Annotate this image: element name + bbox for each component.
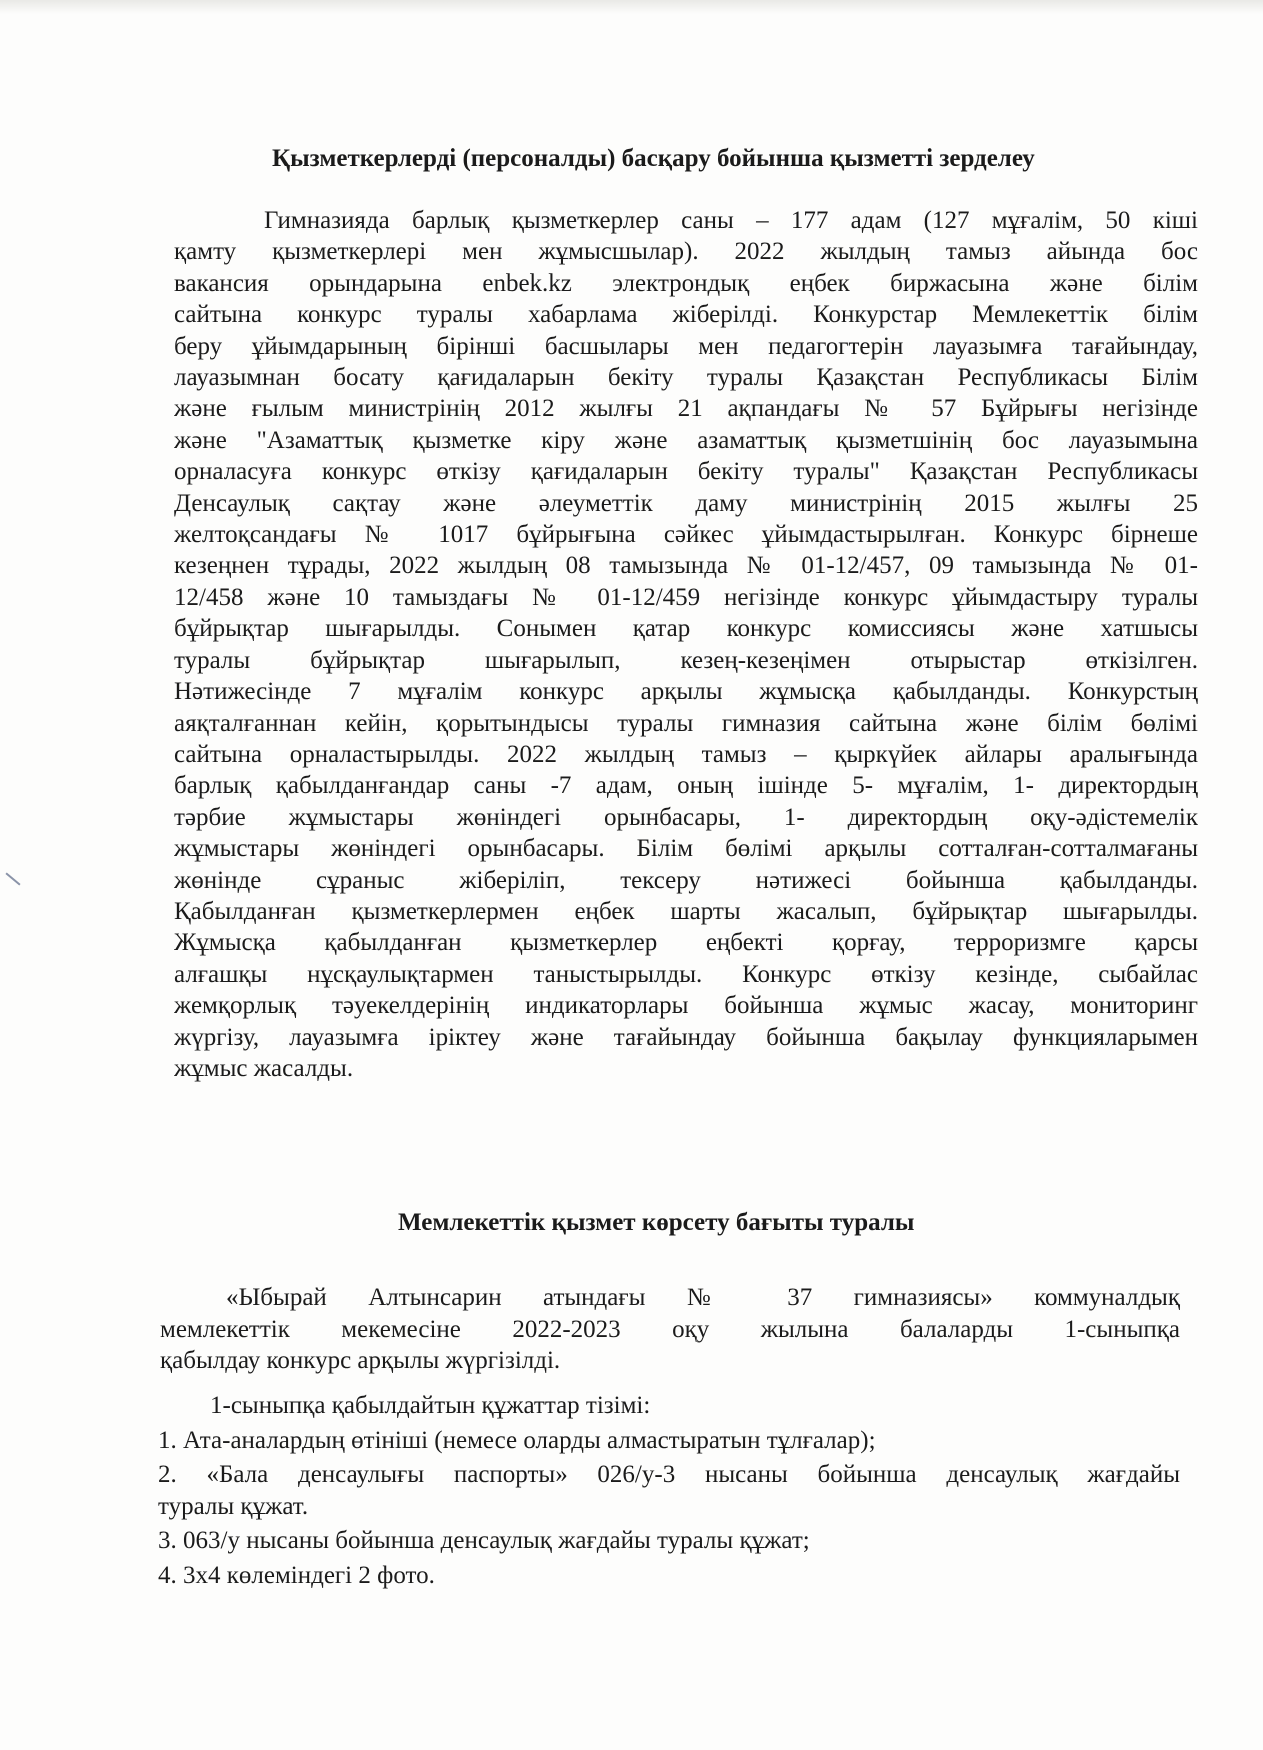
paragraph-line: вакансия орындарына enbek.kz электрондық еңбек биржасына және білім — [174, 269, 1198, 297]
paragraph-line: қабылдау конкурс арқылы жүргізілді. — [160, 1347, 561, 1374]
paragraph-line: Жұмысқа қабылданған қызметкерлер еңбекті қорғау, терроризмге қарсы — [174, 929, 1198, 957]
paragraph-line: және "Азаматтық қызметке кіру және азаматтық қызметшінің бос лауазымына — [174, 426, 1198, 454]
list-item-line: 3. 063/у нысаны бойынша денсаулық жағдайы туралы құжат; — [158, 1527, 810, 1554]
list-item — [158, 1425, 1180, 1457]
scan-artifact-mark — [5, 872, 20, 885]
paragraph-line: жүргізу, лауазымға іріктеу және тағайындау бойынша бақылау функцияларымен — [174, 1023, 1198, 1051]
paragraph-line: және ғылым министрінің 2012 жылғы 21 ақпандағы № 57 Бұйрығы негізінде — [174, 395, 1198, 423]
paragraph-line: 12/458 және 10 тамыздағы № 01-12/459 негізінде конкурс ұйымдастыру туралы — [174, 583, 1198, 611]
section-title-personnel: Қызметкерлерді (персоналды) басқару бойынша қызметті зерделеу — [272, 145, 1035, 172]
paragraph-line: «Ыбырай Алтынсарин атындағы № 37 гимназиясы» коммуналдық — [226, 1284, 1180, 1311]
paragraph-line: жемқорлық тәуекелдерінің индикаторлары бойынша жұмыс жасау, мониторинг — [174, 992, 1198, 1020]
paragraph-line: желтоқсандағы № 1017 бұйрығына сәйкес ұйымдастырылған. Конкурс бірнеше — [174, 521, 1198, 549]
paragraph-line: қамту қызметкерлері мен жұмысшылар). 2022 жылдың тамыз айында бос — [174, 238, 1198, 266]
paragraph-line: туралы бұйрықтар шығарылып, кезең-кезеңімен отырыстар өткізілген. — [174, 646, 1198, 674]
documents-list-intro: 1-сыныпқа қабылдайтын құжаттар тізімі: — [210, 1392, 651, 1419]
section-title-public-service: Мемлекеттік қызмет көрсету бағыты туралы — [398, 1209, 915, 1236]
list-item — [158, 1525, 1180, 1557]
list-item — [158, 1560, 1180, 1592]
list-item-line: 4. 3х4 көлеміндегі 2 фото. — [158, 1561, 435, 1589]
paragraph-line: жұмыс жасалды. — [174, 1054, 354, 1082]
paragraph-line: аяқталғаннан кейін, қорытындысы туралы гимназия сайтына және білім бөлімі — [174, 709, 1198, 737]
personnel-paragraph — [174, 205, 1198, 1084]
paragraph-line: сайтына орналастырылды. 2022 жылдың тамыз – қыркүйек айлары аралығында — [174, 740, 1198, 768]
paragraph-line: беру ұйымдарының бірінші басшылары мен педагогтерін лауазымға тағайындау, — [174, 332, 1198, 360]
paragraph-line: мемлекеттік мекемесіне 2022-2023 оқу жылына балаларды 1-сыныпқа — [160, 1315, 1180, 1343]
documents-list — [158, 1390, 1180, 1591]
paragraph-line: Нәтижесінде 7 мұғалім конкурс арқылы жұмысқа қабылданды. Конкурстың — [174, 678, 1198, 706]
paragraph-line: Қабылданған қызметкерлермен еңбек шарты жасалып, бұйрықтар шығарылды. — [174, 897, 1198, 925]
paragraph-line: тәрбие жұмыстары жөніндегі орынбасары, 1- директордың оқу-әдістемелік — [174, 803, 1198, 831]
paragraph-line: барлық қабылданғандар саны -7 адам, оның ішінде 5- мұғалім, 1- директордың — [174, 772, 1198, 800]
paragraph-line: Денсаулық сақтау және әлеуметтік даму министрінің 2015 жылғы 25 — [174, 489, 1198, 517]
list-item-line: 1. Ата-аналардың өтініші (немесе оларды алмастыратын тұлғалар); — [158, 1426, 876, 1454]
paragraph-line: орналасуға конкурс өткізу қағидаларын бекіту туралы" Қазақстан Республикасы — [174, 458, 1198, 486]
paragraph-line: кезеңнен тұрады, 2022 жылдың 08 тамызында № 01-12/457, 09 тамызында № 01- — [174, 552, 1198, 580]
list-item-line: туралы құжат. — [158, 1492, 309, 1520]
paragraph-line: лауазымнан босату қағидаларын бекіту туралы Қазақстан Республикасы Білім — [174, 364, 1198, 392]
paragraph-line: Гимназияда барлық қызметкерлер саны – 177 адам (127 мұғалім, 50 кіші — [264, 207, 1198, 234]
paragraph-line: бұйрықтар шығарылды. Сонымен қатар конкурс комиссиясы және хатшысы — [174, 615, 1198, 643]
admission-paragraph — [160, 1282, 1180, 1377]
paragraph-line: жөнінде сұраныс жіберіліп, тексеру нәтижесі бойынша қабылданды. — [174, 866, 1198, 894]
paragraph-line: жұмыстары жөніндегі орынбасары. Білім бөлімі арқылы сотталған-сотталмағаны — [174, 835, 1198, 863]
list-item — [158, 1459, 1180, 1522]
paragraph-line: сайтына конкурс туралы хабарлама жіберілді. Конкурстар Мемлекеттік білім — [174, 301, 1198, 329]
paragraph-line: алғашқы нұсқаулықтармен таныстырылды. Конкурс өткізу кезінде, сыбайлас — [174, 960, 1198, 988]
list-item-line: 2. «Бала денсаулығы паспорты» 026/у-3 нысаны бойынша денсаулық жағдайы — [158, 1461, 1180, 1488]
scan-top-shadow — [0, 0, 1263, 14]
